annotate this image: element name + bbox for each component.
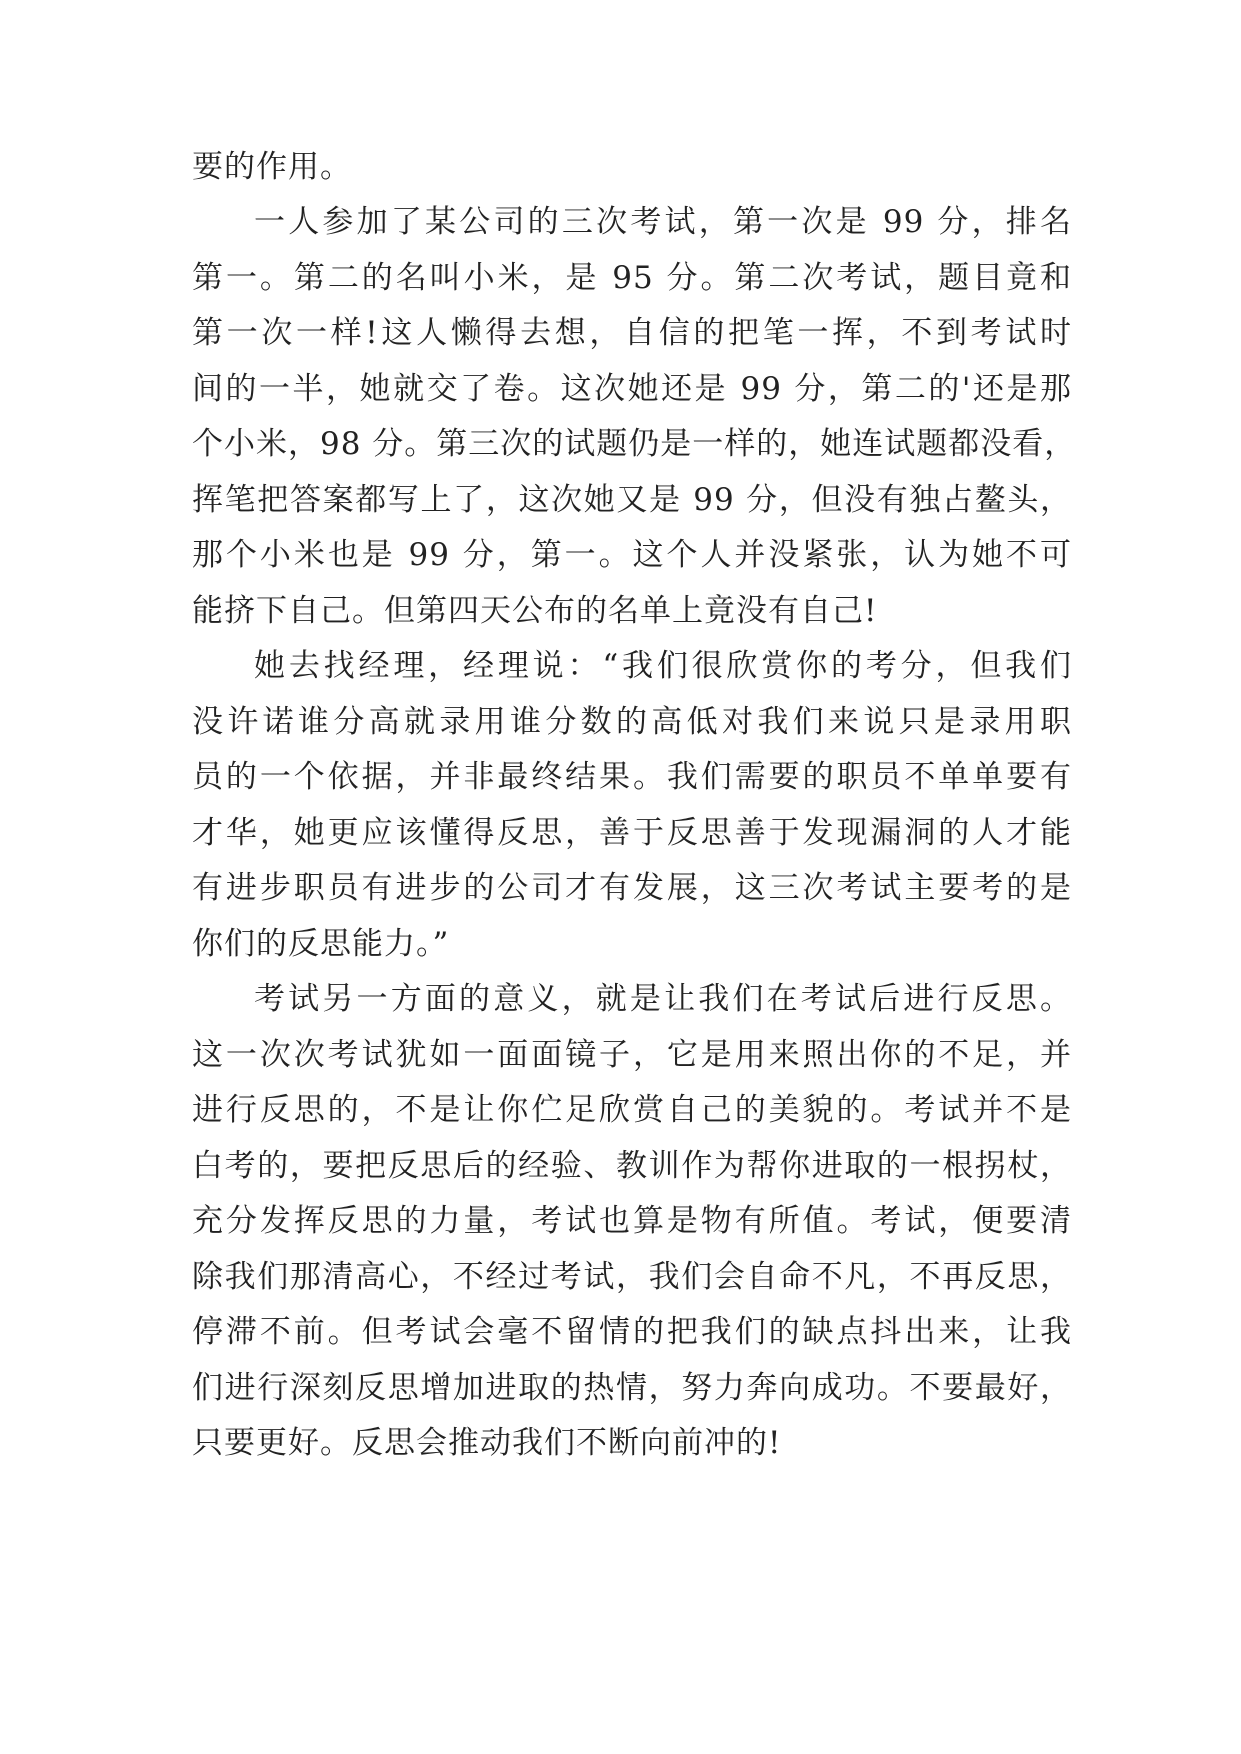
text-line: 第一次一样!这人懒得去想，自信的把笔一挥，不到考试时 bbox=[192, 315, 1072, 351]
text-line: 挥笔把答案都写上了，这次她又是 99 分，但没有独占鳌头， bbox=[192, 482, 1072, 518]
text-line: 没许诺谁分高就录用谁分数的高低对我们来说只是录用职 bbox=[192, 704, 1072, 740]
text-line: 们进行深刻反思增加进取的热情，努力奔向成功。不要最好， bbox=[192, 1370, 1072, 1406]
text-line: 这一次次考试犹如一面面镜子，它是用来照出你的不足，并 bbox=[192, 1037, 1072, 1073]
text-line: 有进步职员有进步的公司才有发展，这三次考试主要考的是 bbox=[192, 870, 1072, 906]
text-line: 只要更好。反思会推动我们不断向前冲的! bbox=[192, 1425, 782, 1461]
text-line: 停滞不前。但考试会毫不留情的把我们的缺点抖出来，让我 bbox=[192, 1314, 1072, 1350]
text-line: 能挤下自己。但第四天公布的名单上竟没有自己! bbox=[192, 593, 878, 629]
text-line: 要的作用。 bbox=[192, 149, 352, 185]
paragraph-first-line: 考试另一方面的意义，就是让我们在考试后进行反思。 bbox=[254, 981, 1072, 1017]
text-line: 那个小米也是 99 分，第一。这个人并没紧张，认为她不可 bbox=[192, 537, 1072, 573]
text-line: 个小米，98 分。第三次的试题仍是一样的，她连试题都没看， bbox=[192, 426, 1077, 462]
text-line: 充分发挥反思的力量，考试也算是物有所值。考试，便要清 bbox=[192, 1203, 1072, 1239]
paragraph-first-line: 她去找经理，经理说：“我们很欣赏你的考分，但我们 bbox=[254, 648, 1072, 684]
text-line: 白考的，要把反思后的经验、教训作为帮你进取的一根拐杖， bbox=[192, 1148, 1072, 1184]
text-line: 间的一半，她就交了卷。这次她还是 99 分，第二的'还是那 bbox=[192, 371, 1072, 407]
paragraph-first-line: 一人参加了某公司的三次考试，第一次是 99 分，排名 bbox=[254, 204, 1072, 240]
text-line: 才华，她更应该懂得反思，善于反思善于发现漏洞的人才能 bbox=[192, 815, 1072, 851]
text-line: 你们的反思能力。” bbox=[192, 926, 450, 962]
text-line: 除我们那清高心，不经过考试，我们会自命不凡，不再反思， bbox=[192, 1259, 1072, 1295]
text-line: 进行反思的，不是让你伫足欣赏自己的美貌的。考试并不是 bbox=[192, 1092, 1072, 1128]
text-line: 员的一个依据，并非最终结果。我们需要的职员不单单要有 bbox=[192, 759, 1072, 795]
text-line: 第一。第二的名叫小米，是 95 分。第二次考试，题目竟和 bbox=[192, 260, 1072, 296]
